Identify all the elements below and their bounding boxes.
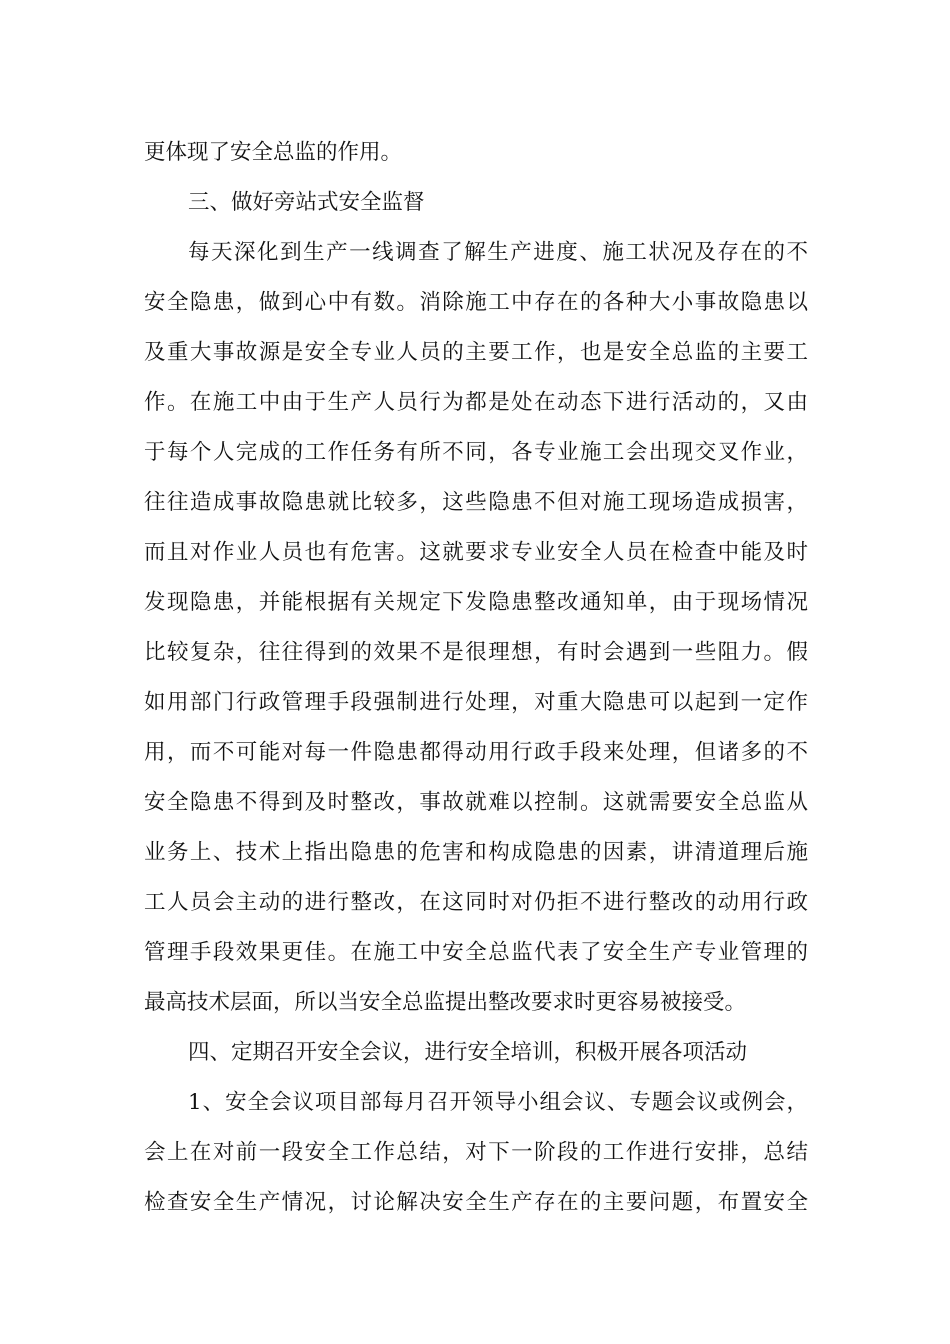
paragraph-end-line: 最高技术层面，所以当安全总监提出整改要求时更容易被接受。 [144, 990, 747, 1015]
section-heading-4: 四、定期召开安全会议，进行安全培训，积极开展各项活动 [188, 1040, 748, 1065]
paragraph-line: 1、安全会议项目部每月召开领导小组会议、专题会议或例会， [188, 1090, 808, 1115]
paragraph-line: 会上在对前一段安全工作总结，对下一阶段的工作进行安排，总结 [144, 1140, 808, 1165]
paragraph-line: 比较复杂，往往得到的效果不是很理想，有时会遇到一些阻力。假 [144, 640, 808, 665]
paragraph-line: 安全隐患，做到心中有数。消除施工中存在的各种大小事故隐患以 [144, 290, 808, 315]
paragraph-line: 发现隐患，并能根据有关规定下发隐患整改通知单，由于现场情况 [144, 590, 808, 615]
paragraph-line: 管理手段效果更佳。在施工中安全总监代表了安全生产专业管理的 [144, 940, 808, 965]
paragraph-line: 如用部门行政管理手段强制进行处理，对重大隐患可以起到一定作 [144, 690, 808, 715]
section-heading-3: 三、做好旁站式安全监督 [188, 190, 425, 215]
paragraph-end-line: 更体现了安全总监的作用。 [144, 140, 403, 165]
paragraph-line: 安全隐患不得到及时整改，事故就难以控制。这就需要安全总监从 [144, 790, 808, 815]
paragraph-line: 每天深化到生产一线调查了解生产进度、施工状况及存在的不 [188, 240, 808, 265]
paragraph-line: 于每个人完成的工作任务有所不同，各专业施工会出现交叉作业， [144, 440, 808, 465]
paragraph-line: 及重大事故源是安全专业人员的主要工作，也是安全总监的主要工 [144, 340, 808, 365]
paragraph-line: 往往造成事故隐患就比较多，这些隐患不但对施工现场造成损害， [144, 490, 808, 515]
paragraph-line: 作。在施工中由于生产人员行为都是处在动态下进行活动的，又由 [144, 390, 808, 415]
paragraph-line: 检查安全生产情况，讨论解决安全生产存在的主要问题，布置安全 [144, 1190, 808, 1215]
paragraph-line: 工人员会主动的进行整改，在这同时对仍拒不进行整改的动用行政 [144, 890, 808, 915]
paragraph-line: 而且对作业人员也有危害。这就要求专业安全人员在检查中能及时 [144, 540, 808, 565]
paragraph-line: 业务上、技术上指出隐患的危害和构成隐患的因素，讲清道理后施 [144, 840, 808, 865]
paragraph-line: 用，而不可能对每一件隐患都得动用行政手段来处理，但诸多的不 [144, 740, 808, 765]
